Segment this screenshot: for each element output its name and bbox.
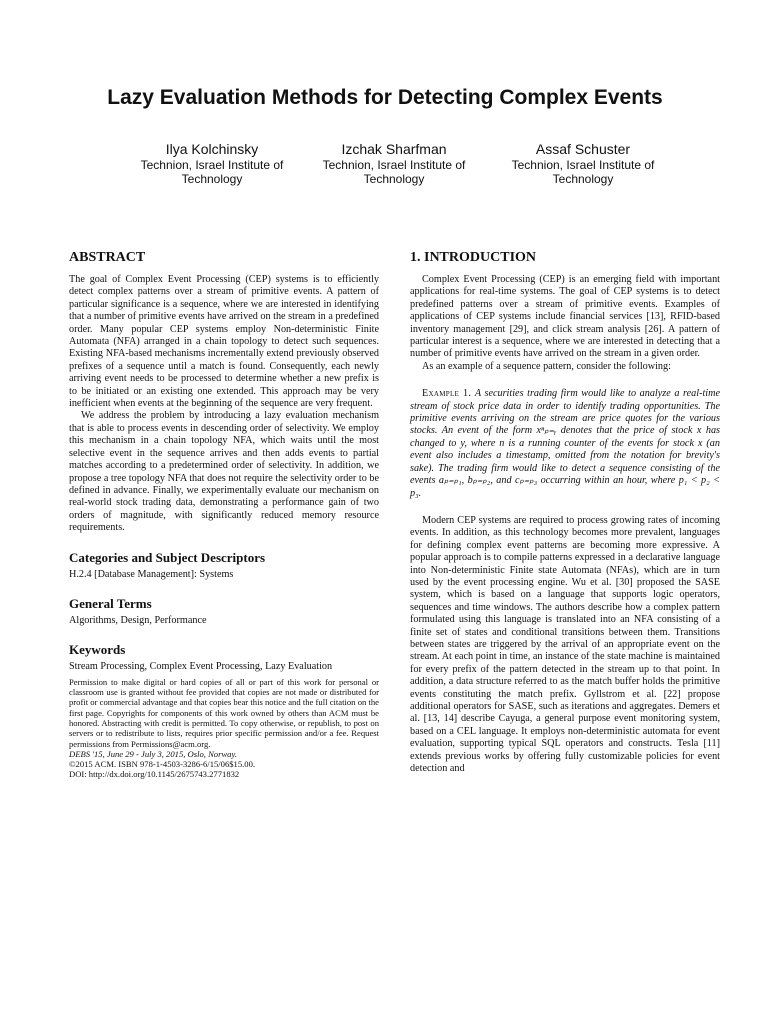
right-column [410,250,720,775]
author-2 [299,141,489,186]
paper-title: Lazy Evaluation Methods for Detecting Complex Events [107,86,663,109]
example-text: A securities trading firm would like to analyze a real-time stream of stock price data in order to identify trading opportunities. The primitive events arriving on the stream are price quotes for the various stocks. An event of the form xⁿₚ₌ᵧ denotes that the price of stock x has changed to y, where n is a running counter of the events for stock x (an event also includes a timestamp, omitted from the notation for brevity's sake). The trading firm would like to detect a sequence consisting of the events aₚ₌ₚ₁, bₚ₌ₚ₂, and cₚ₌ₚ₃ occurring within an hour, where p₁ < p₂ < p₃. [410,388,721,499]
categories-heading: Categories and Subject Descriptors [69,549,266,565]
abstract-paragraph-1: The goal of Complex Event Processing (CEP) systems is to efficiently detect complex patterns over a stream of primitive events. A pattern of particular significance is a sequence, where we are interested in identifying that a number of primitive events have arrived on the stream in a predefined order. Many popular CEP systems employ Non-deterministic Finite Automata (NFA) arranged in a chain topology to detect such sequences. Existing NFA-based mechanisms incrementally extend previously observed prefixes of a sequence until a match is found. Consequently, each newly arriving event needs to be processed to determine whether a new prefix is to be initiated or an existing one extended. This approach may be very inefficient when events at the beginning of the sequence are very frequent. [69,274,379,410]
intro-paragraph-3: Modern CEP systems are required to process growing rates of incoming events. In addition, as this technology becomes more prevalent, languages for defining complex event patterns are becoming more expressive. A popular approach is to compile patterns expressed in a declarative language into Non-deterministic Finite state Automata (NFAs), which are in turn used by the event processing engine. Wu et al. [30] proposed the SASE system, which is based on a language that supports logic operators, sequences and time windows. The authors describe how a complex pattern formulated using this language is translated into an NFA consisting of a finite set of states and conditional transitions between them. Transitions between states are triggered by the arrival of an appropriate event on the stream. At each point in time, an instance of the state machine is maintained for every prefix of the pattern detected in the stream up to that point. In addition, a data structure referred to as the match buffer holds the primitive events constituting the match prefix. Gyllstrom et al. [22] propose additional operators for SASE, such as iterations and aggregates. Demers et al. [13, 14] describe Cayuga, a general purpose event monitoring system, based on a CEL language. It employs non-deterministic automata for event evaluation, supporting typical SQL operators and constructs. Tesla [11] extends previous works by offering fully customizable policies for event detection and [410,514,720,775]
example-label: Example 1. [422,388,472,400]
copyright-line: ©2015 ACM. ISBN 978-1-4503-3286-6/15/06$15.00. [69,759,256,770]
conference-info: DEBS '15, June 29 - July 3, 2015, Oslo, Norway. [69,748,237,759]
abstract-paragraph-2: We address the problem by introducing a lazy evaluation mechanism that is able to process events in descending order of selectivity. We employ this mechanism in a chain topology NFA, which waits until the most selective event in the sequence arrives and then adds events to partial matches according to a predetermined order of selectivity. In addition, we propose a tree topology NFA that does not require the selectivity order to be defined in advance. Finally, we experimentally evaluate our mechanism on real-world stock trading data, demonstrating a performance gain of two orders of magnitude, with significantly reduced memory resource requirements. [69,410,379,534]
example-1 [410,388,720,500]
author-affiliation: Technology [363,172,425,186]
intro-paragraph-2: As an example of a sequence pattern, consider the following: [422,360,671,372]
categories-text: H.2.4 [Database Management]: Systems [69,568,234,580]
author-name: Izchak Sharfman [341,141,447,157]
author-name: Ilya Kolchinsky [165,141,259,157]
author-3 [488,141,678,186]
keywords-heading: Keywords [69,642,126,658]
intro-paragraph-1: Complex Event Processing (CEP) is an emerging field with important applications for real-time systems. The goal of CEP systems is to detect predefined patterns over a stream of primitive events. Examples of applications of CEP systems include financial services [13], RFID-based inventory management [29], and click stream analysis [26]. A pattern of particular interest is a sequence, where we are interested in detecting that a number of primitive events have arrived on the stream in a given order. [410,274,720,360]
general-terms-heading: General Terms [69,595,152,611]
left-column [69,250,379,780]
author-affiliation: Technion, Israel Institute of [140,158,284,172]
author-affiliation: Technion, Israel Institute of [322,158,466,172]
author-1 [117,141,307,186]
keywords-text: Stream Processing, Complex Event Processing, Lazy Evaluation [69,661,333,673]
abstract-heading: ABSTRACT [69,250,146,265]
author-affiliation: Technology [552,172,614,186]
author-affiliation: Technion, Israel Institute of [511,158,655,172]
permission-notice: Permission to make digital or hard copies of all or part of this work for personal or classroom use is granted without fee provided that copies are not made or distributed for profit or commercial advantage and that copies bear this notice and the full citation on the first page. Copyrights for components of this work owned by others than ACM must be honored. Abstracting with credit is permitted. To copy otherwise, or republish, to post on servers or to redistribute to lists, requires prior specific permission and/or a fee. Request permissions from Permissions@acm.org. [69,676,379,749]
author-affiliation: Technology [181,172,243,186]
general-terms-text: Algorithms, Design, Performance [69,614,207,626]
introduction-heading: 1. INTRODUCTION [410,250,537,265]
doi-line: DOI: http://dx.doi.org/10.1145/2675743.2771832 [69,769,240,780]
author-name: Assaf Schuster [535,141,631,157]
